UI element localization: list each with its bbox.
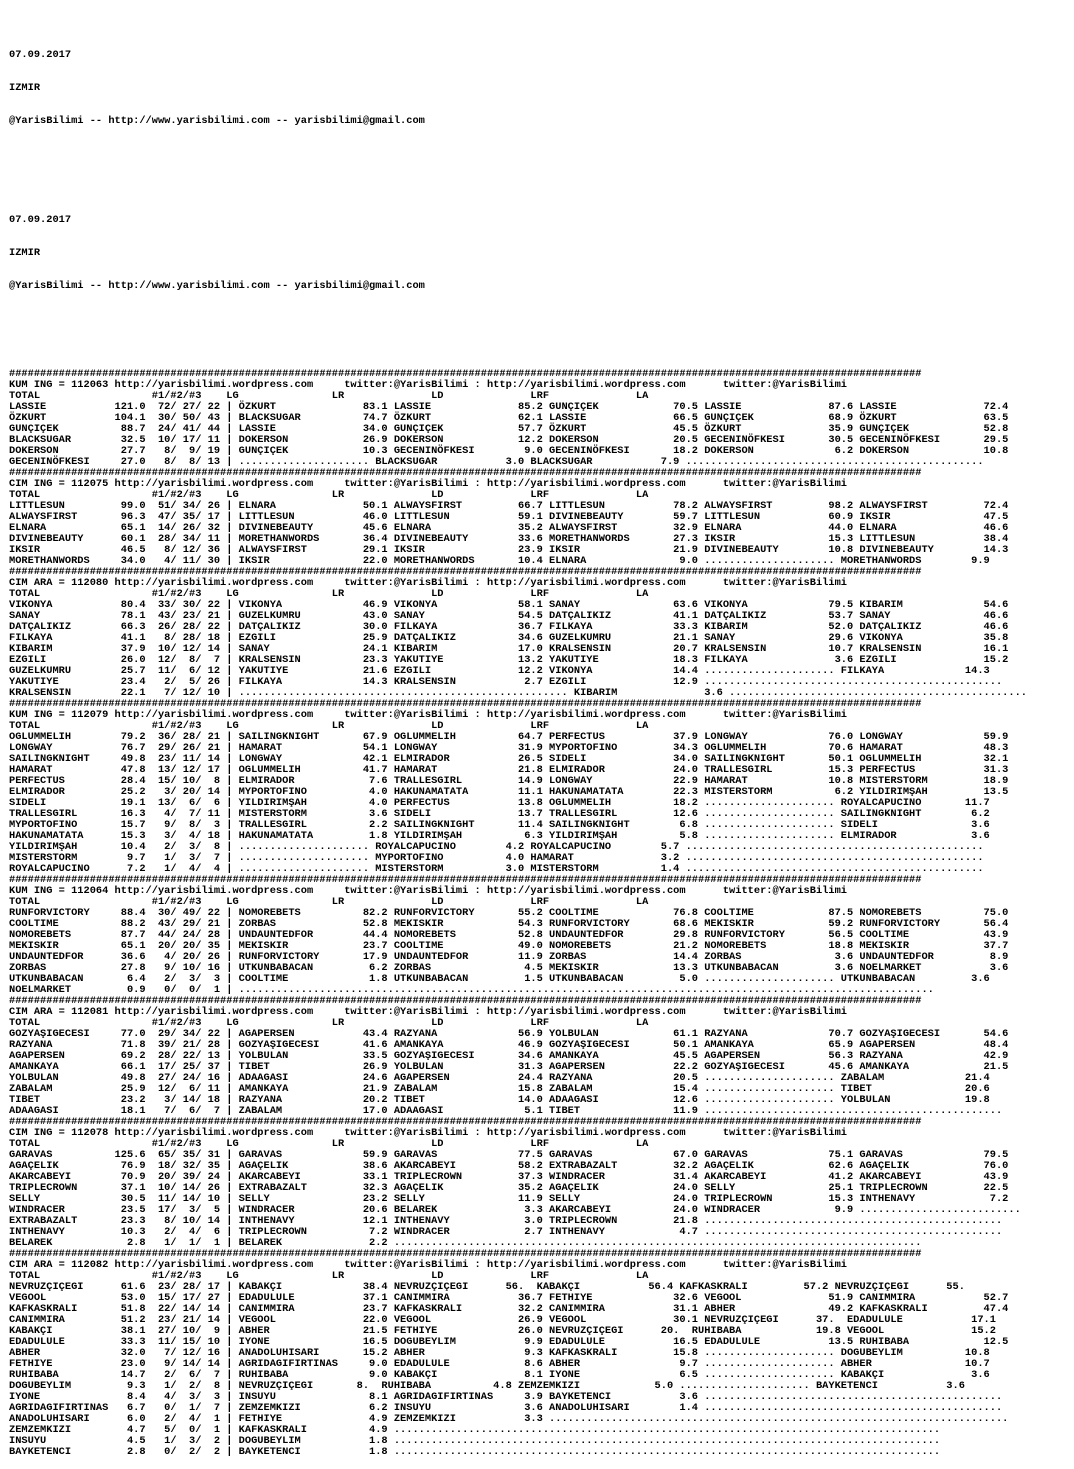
race-row: MYPORTOFINO 15.7 9/ 8/ 3 | TRALLESGIRL 2.2 SAILINGKNIGHT 11.4 SAILINGKNIGHT 6.8 ..................... SIDELI 3.6 (9, 819, 990, 831)
race-section (9, 875, 1074, 996)
race-row: DOGUBEYLIM 9.3 1/ 2/ 8 | NEVRUZÇIÇEGI 8. RUHIBABA 4.8 ZEMZEMKIZI 5.0 ..................... BAYKETENCI 3.6 (9, 1380, 965, 1392)
header-date: 07.09.2017 (9, 49, 72, 61)
race-row: RAZYANA 71.8 39/ 21/ 28 | GOZYAŞIGECESI 41.6 AMANKAYA 46.9 GOZYAŞIGECESI 50.1 AMANKAYA 65.9 AGAPERSEN 48.4 (9, 1039, 1009, 1051)
column-header-row: TOTAL #1/#2/#3 LG LR LD LRF LA (9, 489, 649, 501)
race-row: ADAAGASI 18.1 7/ 6/ 7 | ZABALAM 17.0 ADAAGASI 5.1 TIBET 11.9 ................................................ (9, 1105, 1003, 1117)
race-title: CIM ARA = 112080 http://yarisbilimi.wordpress.com twitter:@YarisBilimi : http://yarisbilimi.wordpress.com twitter:@YarisBilimi (9, 577, 847, 589)
race-row: GUZELKUMRU 25.7 11/ 6/ 12 | YAKUTIYE 21.6 EZGILI 12.2 VIKONYA 14.4 ..................... FILKAYA 14.3 (9, 665, 990, 677)
race-row: DIVINEBEAUTY 60.1 28/ 34/ 11 | MORETHANWORDS 36.4 DIVINEBEAUTY 33.6 MORETHANWORDS 27.3 IKSIR 15.3 LITTLESUN 38.4 (9, 533, 1009, 545)
race-row: TRALLESGIRL 16.3 4/ 7/ 11 | MISTERSTORM 3.6 SIDELI 13.7 TRALLESGIRL 12.6 ..................... SAILINGKNIGHT 6.2 (9, 808, 990, 820)
race-title: KUM ING = 112079 http://yarisbilimi.wordpress.com twitter:@YarisBilimi : http://yarisbilimi.wordpress.com twitter:@YarisBilimi (9, 709, 847, 721)
header-blank (9, 182, 1074, 193)
race-row: UTKUNBABACAN 6.4 2/ 3/ 3 | COOLTIME 1.8 UTKUNBABACAN 1.5 UTKUNBABACAN 5.0 ..................... UTKUNBABACAN 3.6 (9, 973, 990, 985)
race-row: AMANKAYA 66.1 17/ 25/ 37 | TIBET 26.9 YOLBULAN 31.3 AGAPERSEN 22.2 GOZYAŞIGECESI 45.6 AMANKAYA 21.5 (9, 1061, 1009, 1073)
race-title: KUM ING = 112064 http://yarisbilimi.wordpress.com twitter:@YarisBilimi : http://yarisbilimi.wordpress.com twitter:@YarisBilimi (9, 885, 847, 897)
race-row: WINDRACER 23.5 17/ 3/ 5 | WINDRACER 20.6 BELAREK 3.3 AKARCABEYI 24.0 WINDRACER 9.9 .......................... (9, 1204, 1021, 1216)
race-section (9, 996, 1074, 1117)
race-row: GUNÇIÇEK 88.7 24/ 41/ 44 | LASSIE 34.0 GUNÇIÇEK 57.7 ÖZKURT 45.5 ÖZKURT 35.9 GUNÇIÇEK 52.8 (9, 423, 1009, 435)
race-row: FILKAYA 41.1 8/ 28/ 18 | EZGILI 25.9 DATÇALIKIZ 34.6 GUZELKUMRU 21.1 SANAY 29.6 VIKONYA 35.8 (9, 632, 1009, 644)
separator-line: ################################################################################################################################################### (9, 467, 922, 479)
race-row: CANIMMIRA 51.2 23/ 21/ 14 | VEGOOL 22.0 VEGOOL 26.9 VEGOOL 30.1 NEVRUZÇIÇEGI 37. EDADULULE 17.1 (9, 1314, 996, 1326)
race-row: BAYKETENCI 2.8 0/ 2/ 2 | BAYKETENCI 1.8 ........................................................................................ (9, 1446, 941, 1458)
race-row: VIKONYA 80.4 33/ 30/ 22 | VIKONYA 46.9 VIKONYA 58.1 SANAY 63.6 VIKONYA 79.5 KIBARIM 54.6 (9, 599, 1009, 611)
race-row: NEVRUZÇIÇEGI 61.6 23/ 28/ 17 | KABAKÇI 38.4 NEVRUZÇIÇEGI 56. KABAKÇI 56.4 KAFKASKRALI 57.2 NEVRUZÇIÇEGI 55. (9, 1281, 965, 1293)
race-row: KABAKÇI 38.1 27/ 10/ 9 | ABHER 21.5 FETHIYE 26.0 NEVRUZÇIÇEGI 20. RUHIBABA 19.8 VEGOOL 15.2 (9, 1325, 996, 1337)
race-title: KUM ING = 112063 http://yarisbilimi.wordpress.com twitter:@YarisBilimi : http://yarisbilimi.wordpress.com twitter:@YarisBilimi (9, 379, 847, 391)
race-row: GECENINÖFKESI 27.0 8/ 8/ 13 | ..................... BLACKSUGAR 3.0 BLACKSUGAR 7.9 ................................................ (9, 456, 984, 468)
race-row: ANADOLUHISARI 6.0 2/ 4/ 1 | FETHIYE 4.9 ZEMZEMKIZI 3.3 .......................................................................... (9, 1413, 1009, 1425)
report-header (9, 28, 1074, 347)
race-row: YILDIRIMŞAH 10.4 2/ 3/ 8 | ..................... ROYALCAPUCINO 4.2 ROYALCAPUCINO 5.7 ................................................ (9, 841, 984, 853)
race-row: NOELMARKET 0.9 0/ 0/ 1 | ................................................................................................................ (9, 984, 934, 996)
race-row: LITTLESUN 99.0 51/ 34/ 26 | ELNARA 50.1 ALWAYSFIRST 66.7 LITTLESUN 78.2 ALWAYSFIRST 98.2 ALWAYSFIRST 72.4 (9, 500, 1009, 512)
column-header-row: TOTAL #1/#2/#3 LG LR LD LRF LA (9, 1138, 649, 1150)
header-city: IZMIR (9, 82, 41, 94)
race-row: ELMIRADOR 25.2 3/ 20/ 14 | MYPORTOFINO 4.0 HAKUNAMATATA 11.1 HAKUNAMATATA 22.3 MISTERSTORM 6.2 YILDIRIMŞAH 13.5 (9, 786, 1009, 798)
race-row: YOLBULAN 49.8 27/ 24/ 16 | ADAAGASI 24.6 AGAPERSEN 24.4 RAZYANA 20.5 ..................... ZABALAM 21.4 (9, 1072, 990, 1084)
header-contact: @YarisBilimi -- http://www.yarisbilimi.com -- yarisbilimi@gmail.com (9, 115, 425, 127)
column-header-row: TOTAL #1/#2/#3 LG LR LD LRF LA (9, 390, 649, 402)
race-row: EDADULULE 33.3 11/ 15/ 10 | IYONE 16.5 DOGUBEYLIM 9.9 EDADULULE 16.5 EDADULULE 13.5 RUHIBABA 12.5 (9, 1336, 1009, 1348)
race-list (9, 369, 1074, 1458)
race-section (9, 699, 1074, 875)
race-row: RUNFORVICTORY 88.4 30/ 49/ 22 | NOMOREBETS 82.2 RUNFORVICTORY 55.2 COOLTIME 76.8 COOLTIME 87.5 NOMOREBETS 75.0 (9, 907, 1009, 919)
column-header-row: TOTAL #1/#2/#3 LG LR LD LRF LA (9, 588, 649, 600)
race-row: SIDELI 19.1 13/ 6/ 6 | YILDIRIMŞAH 4.0 PERFECTUS 13.8 OGLUMMELIH 18.2 ..................... ROYALCAPUCINO 11.7 (9, 797, 990, 809)
race-row: IYONE 8.4 4/ 3/ 3 | INSUYU 8.1 AGRIDAGIFIRTINAS 3.9 BAYKETENCI 3.6 ................................................ (9, 1391, 1003, 1403)
header-blank (9, 149, 1074, 160)
race-row: AKARCABEYI 70.9 20/ 39/ 24 | AKARCABEYI 33.1 TRIPLECROWN 37.3 WINDRACER 31.4 AKARCABEYI 41.2 AKARCABEYI 43.9 (9, 1171, 1009, 1183)
header-blank (9, 314, 1074, 325)
column-header-row: TOTAL #1/#2/#3 LG LR LD LRF LA (9, 1270, 649, 1282)
race-row: EZGILI 26.0 12/ 8/ 7 | KRALSENSIN 23.3 YAKUTIYE 13.2 YAKUTIYE 18.3 FILKAYA 3.6 EZGILI 15.2 (9, 654, 1009, 666)
race-row: ZEMZEMKIZI 4.7 5/ 0/ 1 | KAFKASKRALI 4.9 ........................................................................................ (9, 1424, 941, 1436)
race-row: MEKISKIR 65.1 20/ 20/ 35 | MEKISKIR 23.7 COOLTIME 49.0 NOMOREBETS 21.2 NOMOREBETS 18.8 MEKISKIR 37.7 (9, 940, 1009, 952)
race-row: BELAREK 2.8 1/ 1/ 1 | BELAREK 2.2 ..................................................................................... (9, 1237, 922, 1249)
race-row: AGAPERSEN 69.2 28/ 22/ 13 | YOLBULAN 33.5 GOZYAŞIGECESI 34.6 AMANKAYA 45.5 AGAPERSEN 56.3 RAZYANA 42.9 (9, 1050, 1009, 1062)
race-row: TIBET 23.2 3/ 14/ 18 | RAZYANA 20.2 TIBET 14.0 ADAAGASI 12.6 ..................... YOLBULAN 19.8 (9, 1094, 990, 1106)
race-row: INSUYU 4.5 1/ 3/ 2 | DOGUBEYLIM 1.8 ........................................................................................ (9, 1435, 941, 1447)
race-row: MISTERSTORM 9.7 1/ 3/ 7 | ..................... MYPORTOFINO 4.0 HAMARAT 3.2 ................................................ (9, 852, 984, 864)
race-row: ALWAYSFIRST 96.3 47/ 35/ 17 | LITTLESUN 46.0 LITTLESUN 59.1 DIVINEBEAUTY 59.7 LITTLESUN 60.9 IKSIR 47.5 (9, 511, 1009, 523)
column-header-row: TOTAL #1/#2/#3 LG LR LD LRF LA (9, 1017, 649, 1029)
race-row: TRIPLECROWN 37.1 10/ 14/ 26 | EXTRABAZALT 32.3 AGAÇELIK 35.2 AGAÇELIK 24.0 SELLY 25.1 TRIPLECROWN 22.5 (9, 1182, 1009, 1194)
separator-line: ################################################################################################################################################### (9, 995, 922, 1007)
column-header-row: TOTAL #1/#2/#3 LG LR LD LRF LA (9, 896, 649, 908)
race-row: ZABALAM 25.9 12/ 6/ 11 | AMANKAYA 21.9 ZABALAM 15.8 ZABALAM 15.4 ..................... TIBET 20.6 (9, 1083, 990, 1095)
race-row: RUHIBABA 14.7 2/ 6/ 7 | RUHIBABA 9.0 KABAKÇI 8.1 IYONE 6.5 ..................... KABAKÇI 3.6 (9, 1369, 990, 1381)
race-row: KAFKASKRALI 51.8 22/ 14/ 14 | CANIMMIRA 23.7 KAFKASKRALI 32.2 CANIMMIRA 31.1 ABHER 49.2 KAFKASKRALI 47.4 (9, 1303, 1009, 1315)
race-row: AGRIDAGIFIRTINAS 6.7 0/ 1/ 7 | ZEMZEMKIZI 6.2 INSUYU 3.6 ANADOLUHISARI 1.4 ................................................ (9, 1402, 1003, 1414)
race-title: CIM ARA = 112082 http://yarisbilimi.wordpress.com twitter:@YarisBilimi : http://yarisbilimi.wordpress.com twitter:@YarisBilimi (9, 1259, 847, 1271)
race-section (9, 1249, 1074, 1458)
race-row: AGAÇELIK 76.9 18/ 32/ 35 | AGAÇELIK 38.6 AKARCABEYI 58.2 EXTRABAZALT 32.2 AGAÇELIK 62.6 AGAÇELIK 76.0 (9, 1160, 1009, 1172)
race-row: DOKERSON 27.7 8/ 9/ 19 | GUNÇIÇEK 10.3 GECENINÖFKESI 9.0 GECENINÖFKESI 18.2 DOKERSON 6.2 DOKERSON 10.8 (9, 445, 1009, 457)
race-row: KRALSENSIN 22.1 7/ 12/ 10 | ..................................................... KIBARIM 3.6 ................................................ (9, 687, 1027, 699)
race-row: INTHENAVY 10.3 2/ 4/ 6 | TRIPLECROWN 7.2 WINDRACER 2.7 INTHENAVY 4.7 ................................................ (9, 1226, 1003, 1238)
race-title: CIM ING = 112075 http://yarisbilimi.wordpress.com twitter:@YarisBilimi : http://yarisbilimi.wordpress.com twitter:@YarisBilimi (9, 478, 847, 490)
separator-line: ################################################################################################################################################### (9, 1248, 922, 1260)
race-row: SELLY 30.5 11/ 14/ 10 | SELLY 23.2 SELLY 11.9 SELLY 24.0 TRIPLECROWN 15.3 INTHENAVY 7.2 (9, 1193, 1009, 1205)
race-row: OGLUMMELIH 79.2 36/ 28/ 21 | SAILINGKNIGHT 67.9 OGLUMMELIH 64.7 PERFECTUS 37.9 LONGWAY 76.0 LONGWAY 59.9 (9, 731, 1009, 743)
race-row: GARAVAS 125.6 65/ 35/ 31 | GARAVAS 59.9 GARAVAS 77.5 GARAVAS 67.0 GARAVAS 75.1 GARAVAS 79.5 (9, 1149, 1009, 1161)
header-contact: @YarisBilimi -- http://www.yarisbilimi.com -- yarisbilimi@gmail.com (9, 280, 425, 292)
race-row: VEGOOL 53.0 15/ 17/ 27 | EDADULULE 37.1 CANIMMIRA 36.7 FETHIYE 32.6 VEGOOL 51.9 CANIMMIRA 52.7 (9, 1292, 1009, 1304)
race-row: ELNARA 65.1 14/ 26/ 32 | DIVINEBEAUTY 45.6 ELNARA 35.2 ALWAYSFIRST 32.9 ELNARA 44.0 ELNARA 46.6 (9, 522, 1009, 534)
race-row: SANAY 78.1 43/ 23/ 21 | GUZELKUMRU 43.0 SANAY 54.5 DATÇALIKIZ 41.1 DATÇALIKIZ 53.7 SANAY 46.6 (9, 610, 1009, 622)
race-row: ROYALCAPUCINO 7.2 1/ 4/ 4 | ..................... MISTERSTORM 3.0 MISTERSTORM 1.4 ................................................ (9, 863, 984, 875)
race-row: HAMARAT 47.8 13/ 12/ 17 | OGLUMMELIH 41.7 HAMARAT 21.8 ELMIRADOR 24.0 TRALLESGIRL 15.3 PERFECTUS 31.3 (9, 764, 1009, 776)
race-row: HAKUNAMATATA 15.3 3/ 4/ 18 | HAKUNAMATATA 1.8 YILDIRIMŞAH 6.3 YILDIRIMŞAH 5.8 ..................... ELMIRADOR 3.6 (9, 830, 990, 842)
race-row: COOLTIME 88.2 43/ 29/ 21 | ZORBAS 52.8 MEKISKIR 54.3 RUNFORVICTORY 68.6 MEKISKIR 59.2 RUNFORVICTORY 56.4 (9, 918, 1009, 930)
race-row: NOMOREBETS 87.7 44/ 24/ 28 | UNDAUNTEDFOR 44.4 NOMOREBETS 52.8 UNDAUNTEDFOR 29.8 RUNFORVICTORY 56.5 COOLTIME 43.9 (9, 929, 1009, 941)
race-row: KIBARIM 37.9 10/ 12/ 14 | SANAY 24.1 KIBARIM 17.0 KRALSENSIN 20.7 KRALSENSIN 10.7 KRALSENSIN 16.1 (9, 643, 1009, 655)
race-row: UNDAUNTEDFOR 36.6 4/ 20/ 26 | RUNFORVICTORY 17.9 UNDAUNTEDFOR 11.9 ZORBAS 14.4 ZORBAS 3.6 UNDAUNTEDFOR 8.9 (9, 951, 1009, 963)
separator-line: ################################################################################################################################################### (9, 368, 922, 380)
race-row: ABHER 32.0 7/ 12/ 16 | ANADOLUHISARI 15.2 ABHER 9.3 KAFKASKRALI 15.8 ..................... DOGUBEYLIM 10.8 (9, 1347, 990, 1359)
separator-line: ################################################################################################################################################### (9, 566, 922, 578)
race-row: SAILINGKNIGHT 49.8 23/ 11/ 14 | LONGWAY 42.1 ELMIRADOR 26.5 SIDELI 34.0 SAILINGKNIGHT 50.1 OGLUMMELIH 32.1 (9, 753, 1009, 765)
race-row: DATÇALIKIZ 66.3 26/ 28/ 22 | DATÇALIKIZ 30.0 FILKAYA 36.7 FILKAYA 33.3 KIBARIM 52.0 DATÇALIKIZ 46.6 (9, 621, 1009, 633)
race-row: LASSIE 121.0 72/ 27/ 22 | ÖZKURT 83.1 LASSIE 85.2 GUNÇIÇEK 70.5 LASSIE 87.6 LASSIE 72.4 (9, 401, 1009, 413)
separator-line: ################################################################################################################################################### (9, 1116, 922, 1128)
race-row: GOZYAŞIGECESI 77.0 29/ 34/ 22 | AGAPERSEN 43.4 RAZYANA 56.9 YOLBULAN 61.1 RAZYANA 70.7 GOZYAŞIGECESI 54.6 (9, 1028, 1009, 1040)
separator-line: ################################################################################################################################################### (9, 698, 922, 710)
race-row: ÖZKURT 104.1 30/ 50/ 43 | BLACKSUGAR 74.7 ÖZKURT 62.1 LASSIE 66.5 GUNÇIÇEK 68.9 ÖZKURT 63.5 (9, 412, 1009, 424)
race-row: IKSIR 46.5 8/ 12/ 36 | ALWAYSFIRST 29.1 IKSIR 23.9 IKSIR 21.9 DIVINEBEAUTY 10.8 DIVINEBEAUTY 14.3 (9, 544, 1009, 556)
race-row: ZORBAS 27.8 9/ 10/ 16 | UTKUNBABACAN 6.2 ZORBAS 4.5 MEKISKIR 13.3 UTKUNBABACAN 3.6 NOELMARKET 3.6 (9, 962, 1009, 974)
race-row: EXTRABAZALT 23.3 8/ 10/ 14 | INTHENAVY 12.1 INTHENAVY 3.0 TRIPLECROWN 21.8 ................................................ (9, 1215, 1003, 1227)
race-section (9, 468, 1074, 567)
column-header-row: TOTAL #1/#2/#3 LG LR LD LRF LA (9, 720, 649, 732)
header-city: IZMIR (9, 247, 41, 259)
race-section (9, 369, 1074, 468)
race-row: PERFECTUS 28.4 15/ 10/ 8 | ELMIRADOR 7.6 TRALLESGIRL 14.9 LONGWAY 22.9 HAMARAT 10.8 MISTERSTORM 18.9 (9, 775, 1009, 787)
race-row: FETHIYE 23.0 9/ 14/ 14 | AGRIDAGIFIRTINAS 9.0 EDADULULE 8.6 ABHER 9.7 ..................... ABHER 10.7 (9, 1358, 990, 1370)
separator-line: ################################################################################################################################################### (9, 874, 922, 886)
race-row: YAKUTIYE 23.4 2/ 5/ 26 | FILKAYA 14.3 KRALSENSIN 2.7 EZGILI 12.9 ................................................ (9, 676, 1003, 688)
race-section (9, 567, 1074, 699)
race-title: CIM ING = 112078 http://yarisbilimi.wordpress.com twitter:@YarisBilimi : http://yarisbilimi.wordpress.com twitter:@YarisBilimi (9, 1127, 847, 1139)
race-section (9, 1117, 1074, 1249)
race-row: BLACKSUGAR 32.5 10/ 17/ 11 | DOKERSON 26.9 DOKERSON 12.2 DOKERSON 20.5 GECENINÖFKESI 30.5 GECENINÖFKESI 29.5 (9, 434, 1009, 446)
race-row: LONGWAY 76.7 29/ 26/ 21 | HAMARAT 54.1 LONGWAY 31.9 MYPORTOFINO 34.3 OGLUMMELIH 70.6 HAMARAT 48.3 (9, 742, 1009, 754)
race-title: CIM ARA = 112081 http://yarisbilimi.wordpress.com twitter:@YarisBilimi : http://yarisbilimi.wordpress.com twitter:@YarisBilimi (9, 1006, 847, 1018)
race-row: MORETHANWORDS 34.0 4/ 11/ 30 | IKSIR 22.0 MORETHANWORDS 10.4 ELNARA 9.0 ..................... MORETHANWORDS 9.9 (9, 555, 990, 567)
header-date: 07.09.2017 (9, 214, 72, 226)
